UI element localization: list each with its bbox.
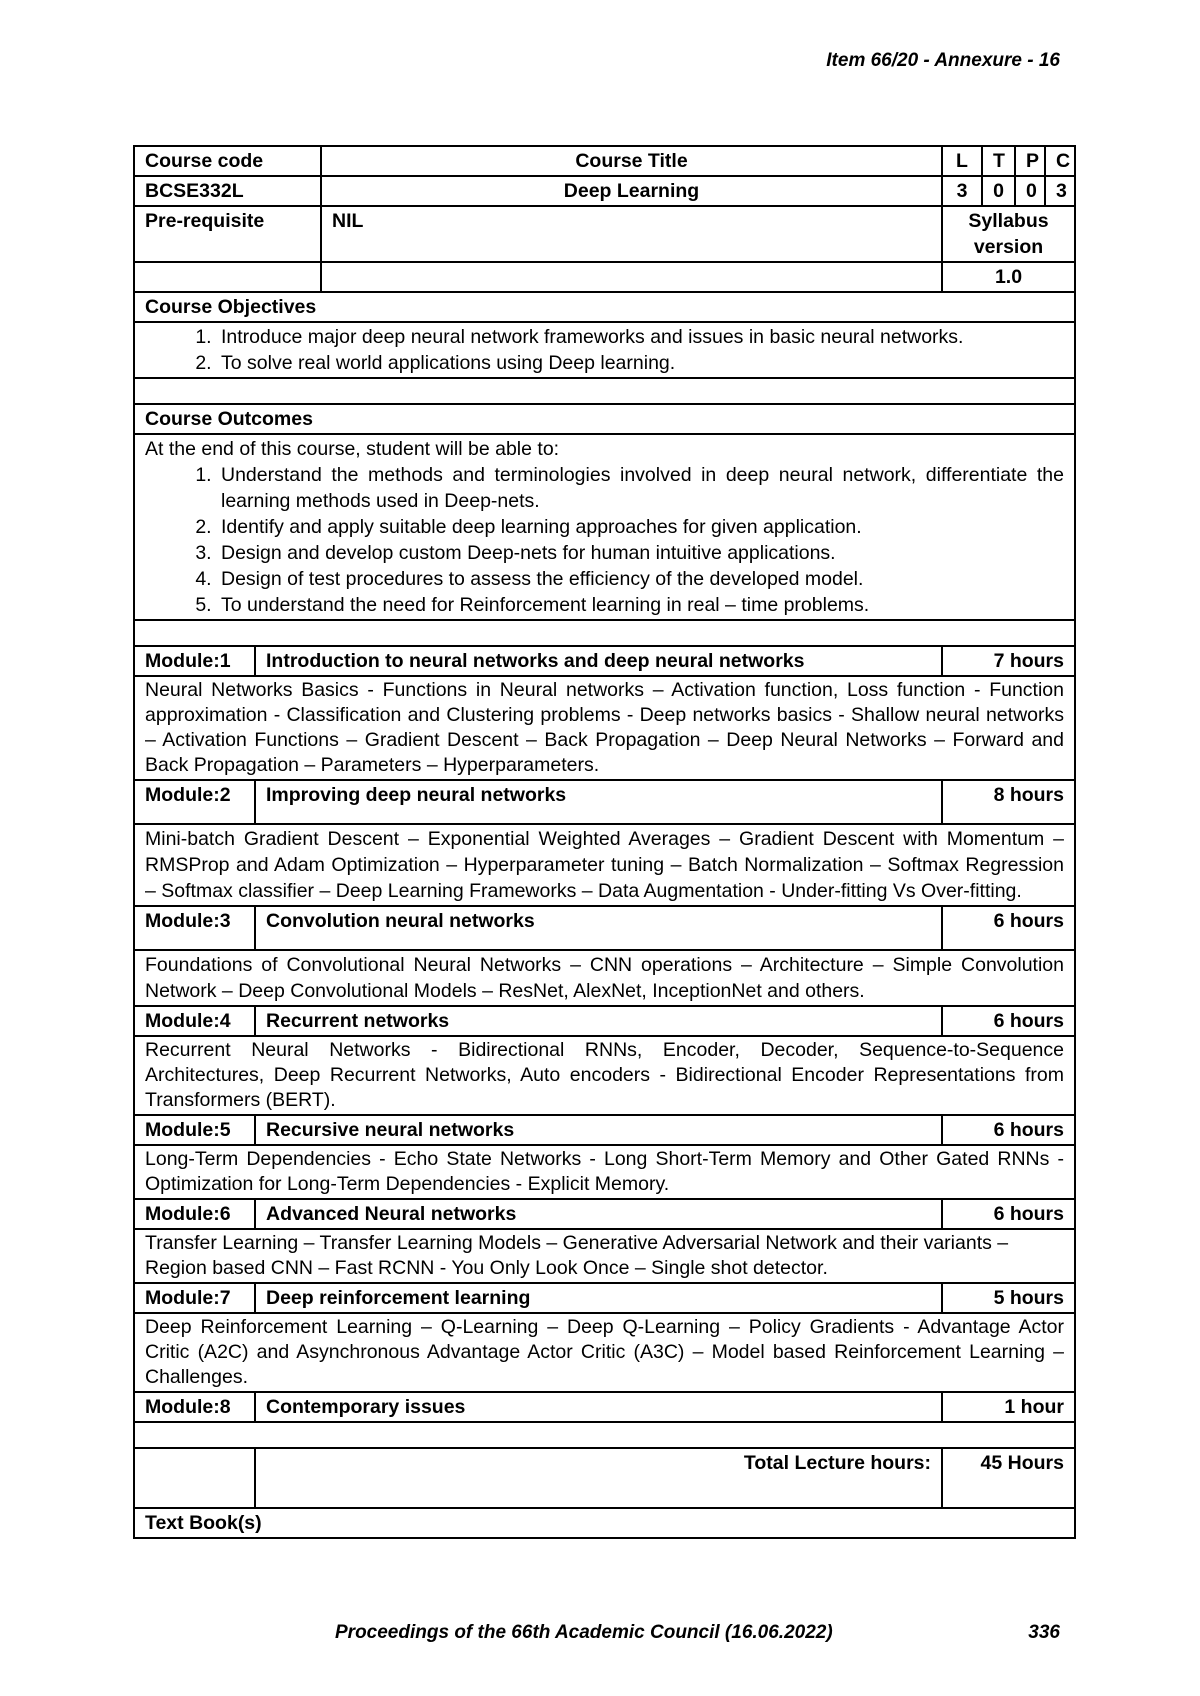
objectives-heading: Course Objectives (134, 292, 1075, 322)
spacer-row (134, 620, 1075, 646)
module-title: Recursive neural networks (255, 1115, 942, 1145)
empty-cell (134, 1448, 255, 1508)
spacer-row (134, 1422, 1075, 1448)
total-row (134, 1448, 1075, 1508)
outcomes-list-cell (134, 434, 1075, 620)
module-header-row (134, 1283, 1075, 1313)
outcome-item: 5. To understand the need for Reinforcement learning in real – time problems. (217, 592, 1064, 618)
module-content: Foundations of Convolutional Neural Networks – CNN operations – Architecture – Simple Convolution Network – Deep Convolutional Models – ResNet, AlexNet, InceptionNet and others. (134, 950, 1075, 1006)
module-label: Module:8 (134, 1392, 255, 1422)
module-label: Module:6 (134, 1199, 255, 1229)
module-content: Long-Term Dependencies - Echo State Networks - Long Short-Term Memory and Other Gated RNNs - Optimization for Long-Term Dependencies - Explicit Memory. (134, 1145, 1075, 1199)
syllabus-version: 1.0 (942, 262, 1075, 292)
module-hours: 6 hours (942, 1199, 1075, 1229)
module-content: Transfer Learning – Transfer Learning Models – Generative Adversarial Network and their variants – Region based CNN – Fast RCNN - You Only Look Once – Single shot detector. (134, 1229, 1075, 1283)
objectives-list (145, 324, 1064, 376)
outcome-item: 4. Design of test procedures to assess the efficiency of the developed model. (217, 566, 1064, 592)
outcome-item: 2. Identify and apply suitable deep learning approaches for given application. (217, 514, 1064, 540)
module-hours: 6 hours (942, 906, 1075, 950)
c-value: 3 (1045, 176, 1075, 206)
module-label: Module:4 (134, 1006, 255, 1036)
course-title-label: Course Title (321, 146, 942, 176)
module-title: Deep reinforcement learning (255, 1283, 942, 1313)
module-hours: 8 hours (942, 780, 1075, 824)
module-hours: 5 hours (942, 1283, 1075, 1313)
module-title: Convolution neural networks (255, 906, 942, 950)
outcomes-intro: At the end of this course, student will be able to: (145, 438, 560, 460)
module-title: Advanced Neural networks (255, 1199, 942, 1229)
module-hours: 6 hours (942, 1115, 1075, 1145)
module-hours: 1 hour (942, 1392, 1075, 1422)
t-value: 0 (982, 176, 1015, 206)
l-label: L (942, 146, 982, 176)
prereq-label: Pre-requisite (134, 206, 321, 262)
course-header-row (134, 146, 1075, 176)
module-header-row (134, 1006, 1075, 1036)
p-value: 0 (1015, 176, 1045, 206)
footer-text: Proceedings of the 66th Academic Council (16.06.2022) (335, 1622, 833, 1643)
prereq-row (134, 206, 1075, 262)
t-label: T (982, 146, 1015, 176)
module-header-row (134, 780, 1075, 824)
module-label: Module:1 (134, 646, 255, 676)
module-content: Deep Reinforcement Learning – Q-Learning – Deep Q-Learning – Policy Gradients - Advantage Actor Critic (A2C) and Asynchronous Advantage Actor Critic (A3C) – Model based Reinforcement Learning – Challenges. (134, 1313, 1075, 1392)
course-title: Deep Learning (321, 176, 942, 206)
total-value: 45 Hours (942, 1448, 1075, 1508)
header-reference: Item 66/20 - Annexure - 16 (826, 50, 1060, 71)
module-title: Contemporary issues (255, 1392, 942, 1422)
outcome-item: 1. Understand the methods and terminologies involved in deep neural network, differentiate the learning methods used in Deep-nets. (217, 462, 1064, 514)
module-content: Recurrent Neural Networks - Bidirectional RNNs, Encoder, Decoder, Sequence-to-Sequence Architectures, Deep Recurrent Networks, Auto encoders - Bidirectional Encoder Representations from Transformers (BERT). (134, 1036, 1075, 1115)
module-title: Introduction to neural networks and deep neural networks (255, 646, 942, 676)
prereq-value: NIL (321, 206, 942, 262)
module-header-row (134, 906, 1075, 950)
module-hours: 6 hours (942, 1006, 1075, 1036)
module-header-row (134, 1392, 1075, 1422)
module-title: Recurrent networks (255, 1006, 942, 1036)
spacer-row (134, 378, 1075, 404)
course-info-row (134, 176, 1075, 206)
module-header-row (134, 1115, 1075, 1145)
syllabus-version-label: Syllabus version (942, 206, 1075, 262)
module-header-row (134, 1199, 1075, 1229)
outcome-item: 3. Design and develop custom Deep-nets for human intuitive applications. (217, 540, 1064, 566)
empty-cell (321, 262, 942, 292)
course-code-label: Course code (134, 146, 321, 176)
module-header-row (134, 646, 1075, 676)
version-row (134, 262, 1075, 292)
page-number: 336 (1028, 1622, 1060, 1643)
objectives-list-cell (134, 322, 1075, 378)
module-label: Module:3 (134, 906, 255, 950)
outcomes-heading: Course Outcomes (134, 404, 1075, 434)
c-label: C (1045, 146, 1075, 176)
module-label: Module:7 (134, 1283, 255, 1313)
module-hours: 7 hours (942, 646, 1075, 676)
textbooks-heading: Text Book(s) (134, 1508, 1075, 1538)
module-label: Module:5 (134, 1115, 255, 1145)
module-title: Improving deep neural networks (255, 780, 942, 824)
module-content: Neural Networks Basics - Functions in Neural networks – Activation function, Loss function - Function approximation - Classification and Clustering problems - Deep networks basics - Shallow neural networks – Activation Functions – Gradient Descent – Back Propagation – Deep Neural Networks – Forward and Back Propagation – Parameters – Hyperparameters. (134, 676, 1075, 780)
module-content: Mini-batch Gradient Descent – Exponential Weighted Averages – Gradient Descent with Momentum – RMSProp and Adam Optimization – Hyperparameter tuning – Batch Normalization – Softmax Regression – Softmax classifier – Deep Learning Frameworks – Data Augmentation - Under-fitting Vs Over-fitting. (134, 824, 1075, 906)
objective-item: 1. Introduce major deep neural network frameworks and issues in basic neural networks. (217, 324, 1064, 350)
empty-cell (134, 262, 321, 292)
syllabus-grid (133, 145, 1076, 1539)
l-value: 3 (942, 176, 982, 206)
total-label: Total Lecture hours: (255, 1448, 942, 1508)
objective-item: 2. To solve real world applications using Deep learning. (217, 350, 1064, 376)
module-label: Module:2 (134, 780, 255, 824)
outcomes-list (145, 462, 1064, 618)
course-code: BCSE332L (134, 176, 321, 206)
p-label: P (1015, 146, 1045, 176)
